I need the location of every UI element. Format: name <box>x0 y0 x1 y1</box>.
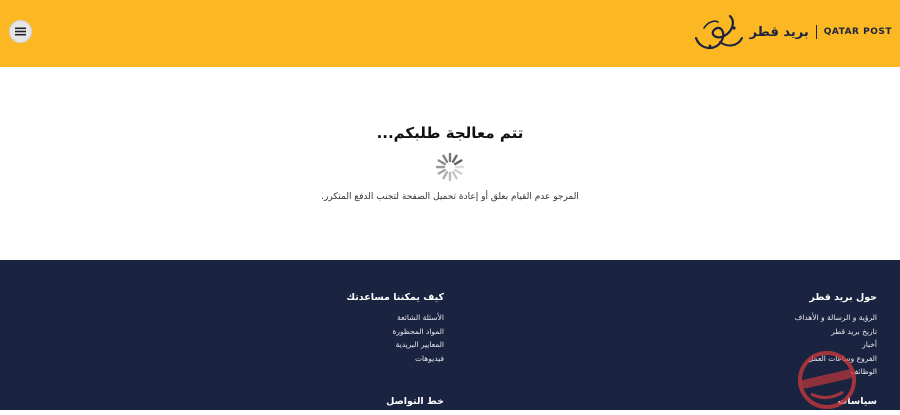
footer-link-prohibited[interactable]: المواد المحظورة <box>392 326 444 336</box>
footer-link-standards[interactable]: المعايير البريدية <box>395 340 444 349</box>
menu-button[interactable] <box>9 20 32 43</box>
logo-calligraphy-icon <box>690 10 746 54</box>
site-header <box>0 0 900 67</box>
spinner-spoke <box>453 156 457 162</box>
footer-link-news[interactable]: أخبار <box>862 340 877 349</box>
logo-arabic-text: بريد قطر <box>749 24 809 40</box>
spinner-spoke <box>453 172 457 178</box>
processing-note: المرجو عدم القيام بعلق أو إعادة تحميل الصفحة لتجنب الدفع المتكرر. <box>321 192 579 202</box>
footer-link-jobs[interactable]: الوظائف <box>850 367 877 376</box>
footer-about-heading: حول بريد قطر <box>809 292 877 303</box>
hamburger-icon <box>14 25 27 38</box>
spinner-spoke <box>444 172 448 178</box>
processing-title: تتم معالجة طلبكم... <box>376 124 524 142</box>
loading-spinner-icon <box>435 152 465 182</box>
footer-help-heading: كيف يمكننا مساعدتك <box>346 292 444 303</box>
site-footer <box>0 260 900 410</box>
footer-help-column <box>346 292 444 365</box>
processing-section <box>0 67 900 260</box>
footer-link-branches[interactable]: الفروع وساعات العمل <box>807 353 877 363</box>
footer-link-history[interactable]: تاريخ بريد قطر <box>831 326 877 336</box>
logo-english-text: QATAR POST <box>823 27 892 37</box>
spinner-spoke <box>439 161 445 165</box>
spinner-spoke <box>455 170 461 174</box>
footer-link-videos[interactable]: فيديوهات <box>414 353 444 363</box>
footer-contact-column <box>386 396 444 415</box>
watermark-logo-icon <box>797 350 857 410</box>
logo-separator <box>816 25 817 39</box>
spinner-spoke <box>439 170 445 174</box>
footer-contact-heading[interactable]: خط التواصل <box>386 396 444 407</box>
footer-link-vision[interactable]: الرؤية و الرسالة و الأهداف <box>794 313 877 322</box>
footer-policies-heading[interactable]: سياسات <box>837 396 877 407</box>
footer-link-faq[interactable]: الأسئلة الشائعة <box>397 313 444 322</box>
spinner-spoke <box>455 161 461 165</box>
qatar-post-logo[interactable] <box>690 10 892 54</box>
spinner-spoke <box>444 156 448 162</box>
